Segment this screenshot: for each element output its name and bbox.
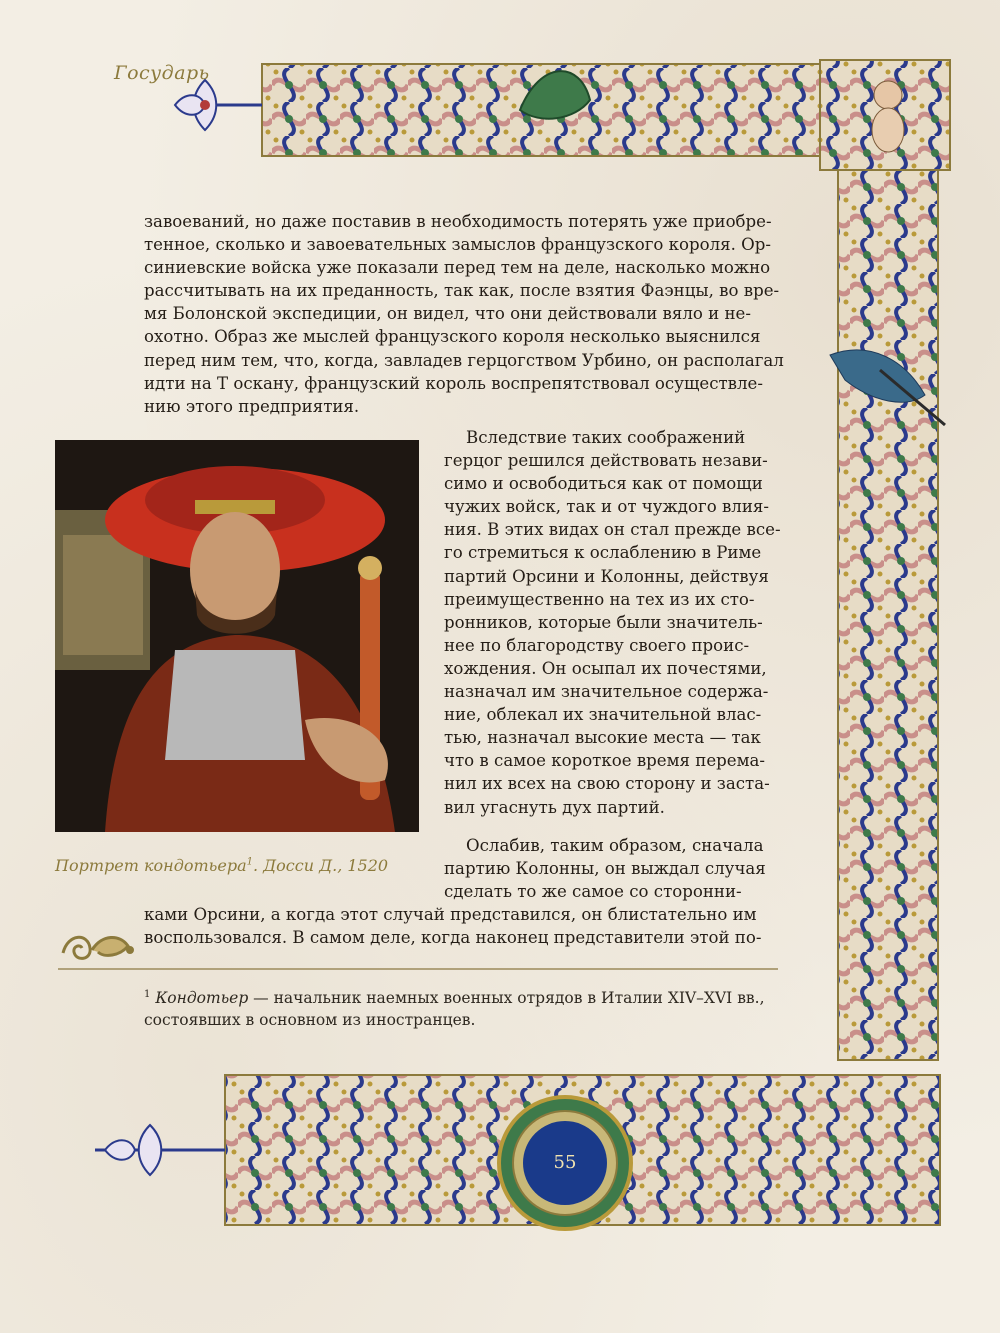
text-line: воспользовался. В самом деле, когда наконец представители этой по- [144,928,762,948]
text-line: го стремиться к ослаблению в Риме [444,543,762,563]
text-line: симо и освободиться как от помощи [444,474,763,494]
text-line: хождения. Он осыпал их почестями, [444,658,767,678]
page-number: 55 [553,1152,577,1173]
figure-caption [55,856,388,875]
caption-author-year: . Досси Д., 1520 [252,856,389,875]
text-line: нию этого предприятия. [144,396,360,416]
footnote-marker: 1 [144,989,151,1000]
text-line: идти на Т оскану, французский король воспрепятствовал осуществле- [144,373,763,393]
text-line: Ослабив, таким образом, сначала [466,836,764,855]
text-line: ние, облекал их значительной влас- [444,705,762,725]
top-left-flourish-icon [175,80,262,130]
caption-footnote-ref: 1 [246,856,253,868]
text-line: охотно. Образ же мыслей французского короля несколько выяснился [144,327,761,347]
fleuron-ornament-icon [58,928,138,968]
text-line: завоеваний, но даже поставив в необходимость потерять уже приобре- [144,212,772,231]
text-line: назначал им значительное содержа- [444,682,769,702]
text-line: вил угаснуть дух партий. [444,797,665,817]
text-line: Вследствие таких соображений [466,428,746,447]
text-line: ния. В этих видах он стал прежде все- [444,520,781,540]
text-line: тенное, сколько и завоевательных замыслов французского короля. Ор- [144,235,772,255]
text-line: чужих войск, так и от чуждого влия- [444,497,769,517]
text-line: ками Орсини, а когда этот случай представился, он блистательно им [144,905,757,924]
text-line: перед ним тем, что, когда, завладев герцогством Урбино, он располагал [144,350,784,370]
footnote-divider [58,968,778,970]
body-paragraph-1 [144,210,784,418]
cherub-figure-icon [872,81,904,152]
footnote [144,984,765,1031]
portrait-image [55,440,419,832]
text-line: тью, назначал высокие места — так [444,728,761,748]
text-line: преимущественно на тех из их сто- [444,589,755,609]
caption-title: Портрет кондотьера [55,856,247,875]
running-title: Государь [114,62,210,84]
text-line: синиевские войска уже показали перед тем на деле, насколько можно [144,258,771,278]
text-line: ронников, которые были значитель- [444,612,763,632]
body-paragraph-2 [444,426,781,819]
body-paragraph-3-continued [144,903,776,949]
text-line: нил их всех на свою сторону и застa- [444,774,770,794]
text-line: герцог решился действовать незави- [444,451,768,471]
footnote-text-line2: состоявших в основном из иностранцев. [144,1011,476,1030]
text-line: сделать то же самое со сторонни- [444,882,742,902]
text-line: рассчитывать на их преданность, так как, после взятия Фаэнцы, во вре- [144,281,780,301]
text-line: нее по благородству своего проис- [444,635,750,655]
text-line: что в самое короткое время перема- [444,751,765,771]
footnote-text-line1: — начальник наемных военных отрядов в Италии XIV–XVI вв., [248,989,765,1008]
bottom-left-flourish-icon [95,1125,225,1175]
text-line: партий Орсини и Колонны, действуя [444,566,769,586]
footnote-term: Кондотьер [155,989,249,1008]
text-line: партию Колонны, он выждал случая [444,859,766,879]
text-line: мя Болонской экспедиции, он видел, что они действовали вяло и не- [144,304,751,324]
body-paragraph-3 [444,834,776,903]
